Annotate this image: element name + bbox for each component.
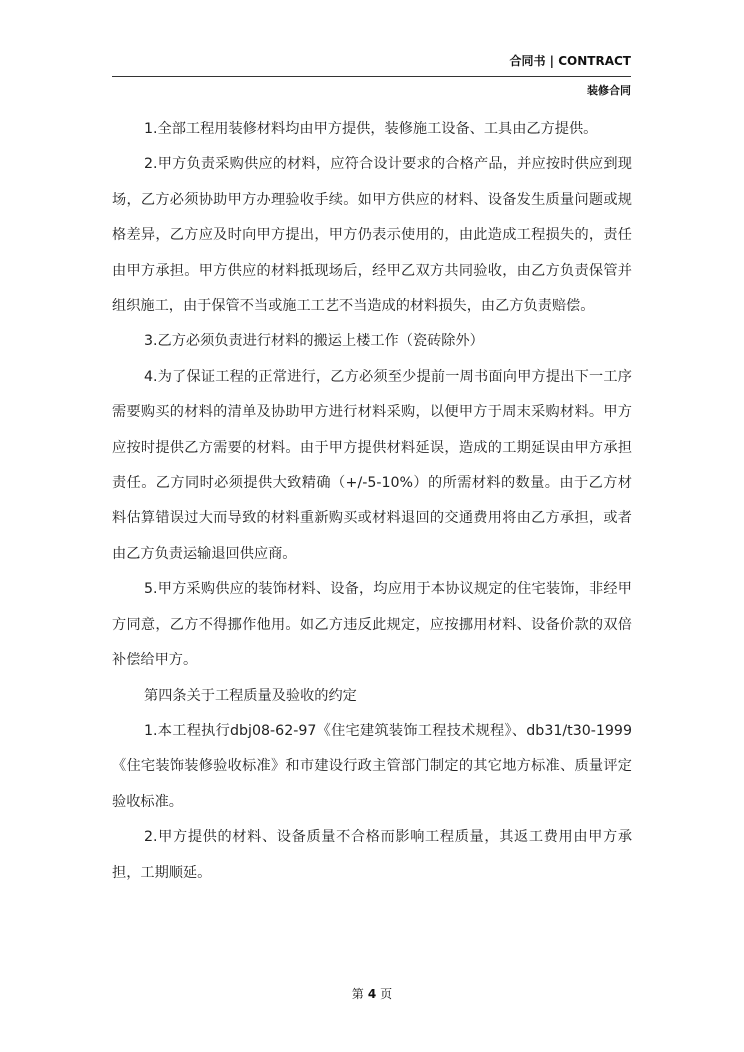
page-footer	[0, 985, 744, 1002]
paragraph-1: 1.全部工程用装修材料均由甲方提供，装修施工设备、工具由乙方提供。	[144, 121, 598, 137]
paragraph-3: 3.乙方必须负责进行材料的搬运上楼工作（瓷砖除外）	[144, 333, 484, 350]
page-suffix: 页	[380, 987, 393, 1001]
header-divider	[112, 76, 631, 77]
document-header-subtitle: 装修合同	[587, 84, 631, 97]
section-heading: 第四条关于工程质量及验收的约定	[144, 687, 357, 704]
document-body	[112, 112, 632, 891]
paragraph-2: 2.甲方负责采购供应的材料，应符合设计要求的合格产品，并应按时供应到现场，乙方必须协助甲方办理验收手续。如甲方供应的材料、设备发生质量问题或规格差异，乙方应及时向甲方提出，甲方仍表示使用的，由此造成工程损失的，责任由甲方承担。甲方供应的材料抵现场后，经甲乙双方共同验收，由乙方负责保管并组织施工，由于保管不当或施工工艺不当造成的材料损失，由乙方负责赔偿。	[112, 156, 632, 315]
paragraph-5: 5.甲方采购供应的装饰材料、设备，均应用于本协议规定的住宅装饰，非经甲方同意，乙方不得挪作他用。如乙方违反此规定，应按挪用材料、设备价款的双倍补偿给甲方。	[112, 581, 632, 669]
paragraph-6: 1.本工程执行dbj08-62-97《住宅建筑装饰工程技术规程》、db31/t30-1999《住宅装饰装修验收标准》和市建设行政主管部门制定的其它地方标准、质量评定验收标准。	[112, 722, 632, 810]
page-prefix: 第	[351, 987, 364, 1001]
page-number: 4	[367, 987, 377, 1001]
paragraph-4: 4.为了保证工程的正常进行，乙方必须至少提前一周书面向甲方提出下一工序需要购买的材料的清单及协助甲方进行材料采购，以便甲方于周末采购材料。甲方应按时提供乙方需要的材料。由于甲方提供材料延误，造成的工期延误由甲方承担责任。乙方同时必须提供大致精确（+/-5-10%）的所需材料的数量。由于乙方材料估算错误过大而导致的材料重新购买或材料退回的交通费用将由乙方承担，或者由乙方负责运输退回供应商。	[112, 368, 632, 562]
paragraph-7: 2.甲方提供的材料、设备质量不合格而影响工程质量，其返工费用由甲方承担，工期顺延。	[112, 829, 632, 881]
document-header-title: 合同书 | CONTRACT	[509, 54, 631, 68]
